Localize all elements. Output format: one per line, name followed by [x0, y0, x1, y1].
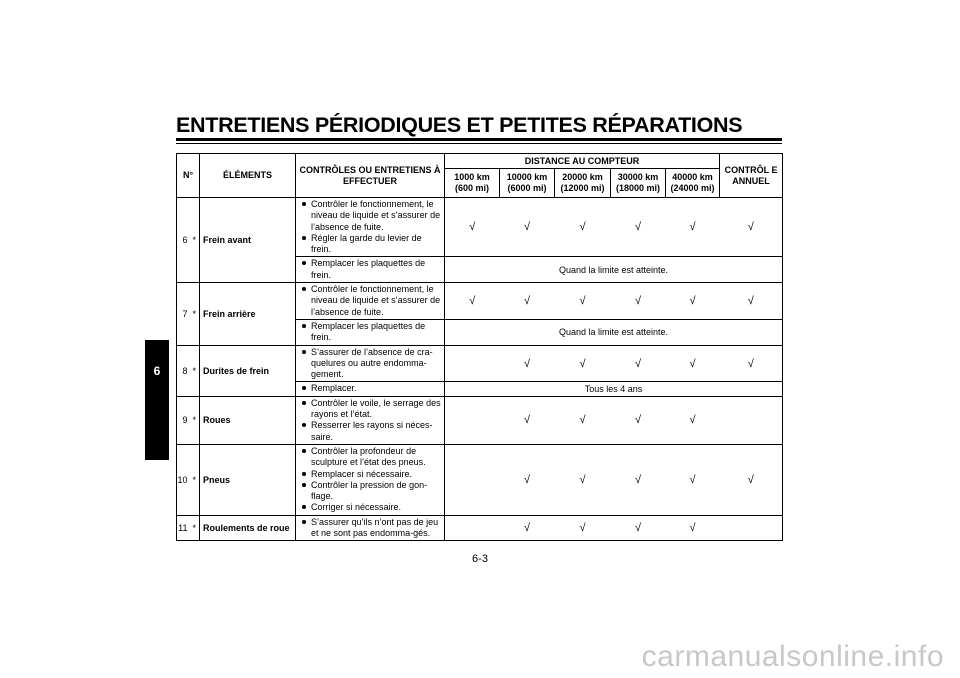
check-cell: √ — [445, 283, 500, 320]
header-40000km: 40000 km (24000 mi) — [666, 169, 720, 198]
row-element: Durites de frein — [200, 345, 296, 396]
row-controls — [296, 444, 445, 515]
check-cell: √ — [611, 515, 666, 541]
header-1000km: 1000 km (600 mi) — [445, 169, 500, 198]
check-cell: √ — [666, 396, 720, 444]
table-row — [177, 444, 783, 515]
header-20000km: 20000 km (12000 mi) — [555, 169, 611, 198]
row-asterisk: * — [190, 515, 200, 541]
check-cell: √ — [555, 396, 611, 444]
check-cell: √ — [611, 444, 666, 515]
check-cell: √ — [611, 283, 666, 320]
row-number: 6 — [177, 198, 190, 283]
table-row — [177, 345, 783, 382]
control-item: Corriger si nécessaire. — [311, 502, 442, 513]
header-30000km: 30000 km (18000 mi) — [611, 169, 666, 198]
title-rule-thin — [176, 143, 782, 144]
control-item: Remplacer les plaquettes de frein. — [311, 321, 442, 344]
row-element: Roulements de roue — [200, 515, 296, 541]
row-controls — [296, 515, 445, 541]
check-cell: √ — [666, 345, 720, 382]
interval-note: Quand la limite est atteinte. — [445, 257, 783, 283]
control-item: Régler la garde du levier de frein. — [311, 233, 442, 256]
interval-note: Quand la limite est atteinte. — [445, 319, 783, 345]
check-cell: √ — [555, 283, 611, 320]
check-cell: √ — [720, 283, 783, 320]
check-cell: √ — [555, 444, 611, 515]
maintenance-table — [176, 153, 783, 541]
row-number: 8 — [177, 345, 190, 396]
check-cell: √ — [666, 198, 720, 257]
header-distance: DISTANCE AU COMPTEUR — [445, 154, 720, 169]
interval-note: Tous les 4 ans — [445, 382, 783, 396]
check-cell: √ — [500, 444, 555, 515]
check-cell — [445, 396, 500, 444]
row-asterisk: * — [190, 444, 200, 515]
row-asterisk: * — [190, 198, 200, 283]
control-item: Remplacer les plaquettes de frein. — [311, 258, 442, 281]
control-item: Remplacer si nécessaire. — [311, 469, 442, 480]
check-cell: √ — [445, 198, 500, 257]
check-cell — [445, 444, 500, 515]
check-cell: √ — [555, 515, 611, 541]
page-number: 6-3 — [472, 553, 488, 565]
control-item: Contrôler la pression de gon-flage. — [311, 480, 442, 503]
row-controls — [296, 396, 445, 444]
control-item: Contrôler le voile, le serrage des rayons et l’état. — [311, 397, 441, 420]
check-cell: √ — [611, 396, 666, 444]
header-10000km: 10000 km (6000 mi) — [500, 169, 555, 198]
row-asterisk: * — [190, 283, 200, 345]
control-item: Contrôler le fonctionnement, le niveau de liquide et s’assurer de l’absence de fuite. — [311, 199, 441, 232]
control-item: Contrôler le fonctionnement, le niveau de liquide et s’assurer de l’absence de fuite. — [311, 284, 441, 317]
table-row — [177, 515, 783, 541]
row-controls — [296, 257, 445, 283]
row-element: Pneus — [200, 444, 296, 515]
check-cell: √ — [720, 198, 783, 257]
row-controls — [296, 345, 445, 382]
check-cell — [445, 515, 500, 541]
check-cell: √ — [500, 396, 555, 444]
row-element: Frein arrière — [200, 283, 296, 345]
row-controls — [296, 382, 445, 396]
check-cell — [445, 345, 500, 382]
row-asterisk: * — [190, 345, 200, 396]
table-row — [177, 283, 783, 320]
check-cell: √ — [500, 345, 555, 382]
check-cell: √ — [666, 444, 720, 515]
header-controls: CONTRÔLES OU ENTRETIENS À EFFECTUER — [296, 154, 445, 198]
table-body — [177, 198, 783, 541]
check-cell: √ — [611, 198, 666, 257]
control-item: Contrôler la profondeur de sculpture et l’état des pneus. — [311, 446, 442, 469]
control-item: S’assurer de l’absence de cra-quelures ou autre endomma-gement. — [311, 347, 442, 381]
check-cell: √ — [500, 515, 555, 541]
page-title: ENTRETIENS PÉRIODIQUES ET PETITES RÉPARATIONS — [176, 113, 743, 137]
row-number: 9 — [177, 396, 190, 444]
watermark: carmanualsonline.info — [641, 640, 944, 673]
row-controls — [296, 319, 445, 345]
check-cell: √ — [720, 345, 783, 382]
row-element: Roues — [200, 396, 296, 444]
row-element: Frein avant — [200, 198, 296, 283]
check-cell: √ — [555, 345, 611, 382]
header-elements: ÉLÉMENTS — [200, 154, 296, 198]
table-row — [177, 198, 783, 257]
row-controls — [296, 198, 445, 257]
chapter-tab — [145, 340, 169, 460]
check-cell: √ — [500, 283, 555, 320]
check-cell: √ — [720, 444, 783, 515]
check-cell: √ — [555, 198, 611, 257]
control-item: S’assurer qu’ils n’ont pas de jeu et ne sont pas endomma-gés. — [311, 517, 442, 540]
header-no: N° — [177, 154, 200, 198]
header-annual: CONTRÔL E ANNUEL — [720, 154, 783, 198]
row-asterisk: * — [190, 396, 200, 444]
check-cell: √ — [666, 283, 720, 320]
row-number: 11 — [177, 515, 190, 541]
check-cell — [720, 396, 783, 444]
chapter-tab-label: 6 — [153, 364, 161, 378]
title-rule-thick — [176, 138, 782, 141]
check-cell — [720, 515, 783, 541]
table-row — [177, 396, 783, 444]
row-number: 10 — [177, 444, 190, 515]
row-controls — [296, 283, 445, 320]
check-cell: √ — [666, 515, 720, 541]
check-cell: √ — [500, 198, 555, 257]
control-item: Remplacer. — [311, 383, 442, 394]
row-number: 7 — [177, 283, 190, 345]
check-cell: √ — [611, 345, 666, 382]
control-item: Resserrer les rayons si néces-saire. — [311, 420, 442, 443]
